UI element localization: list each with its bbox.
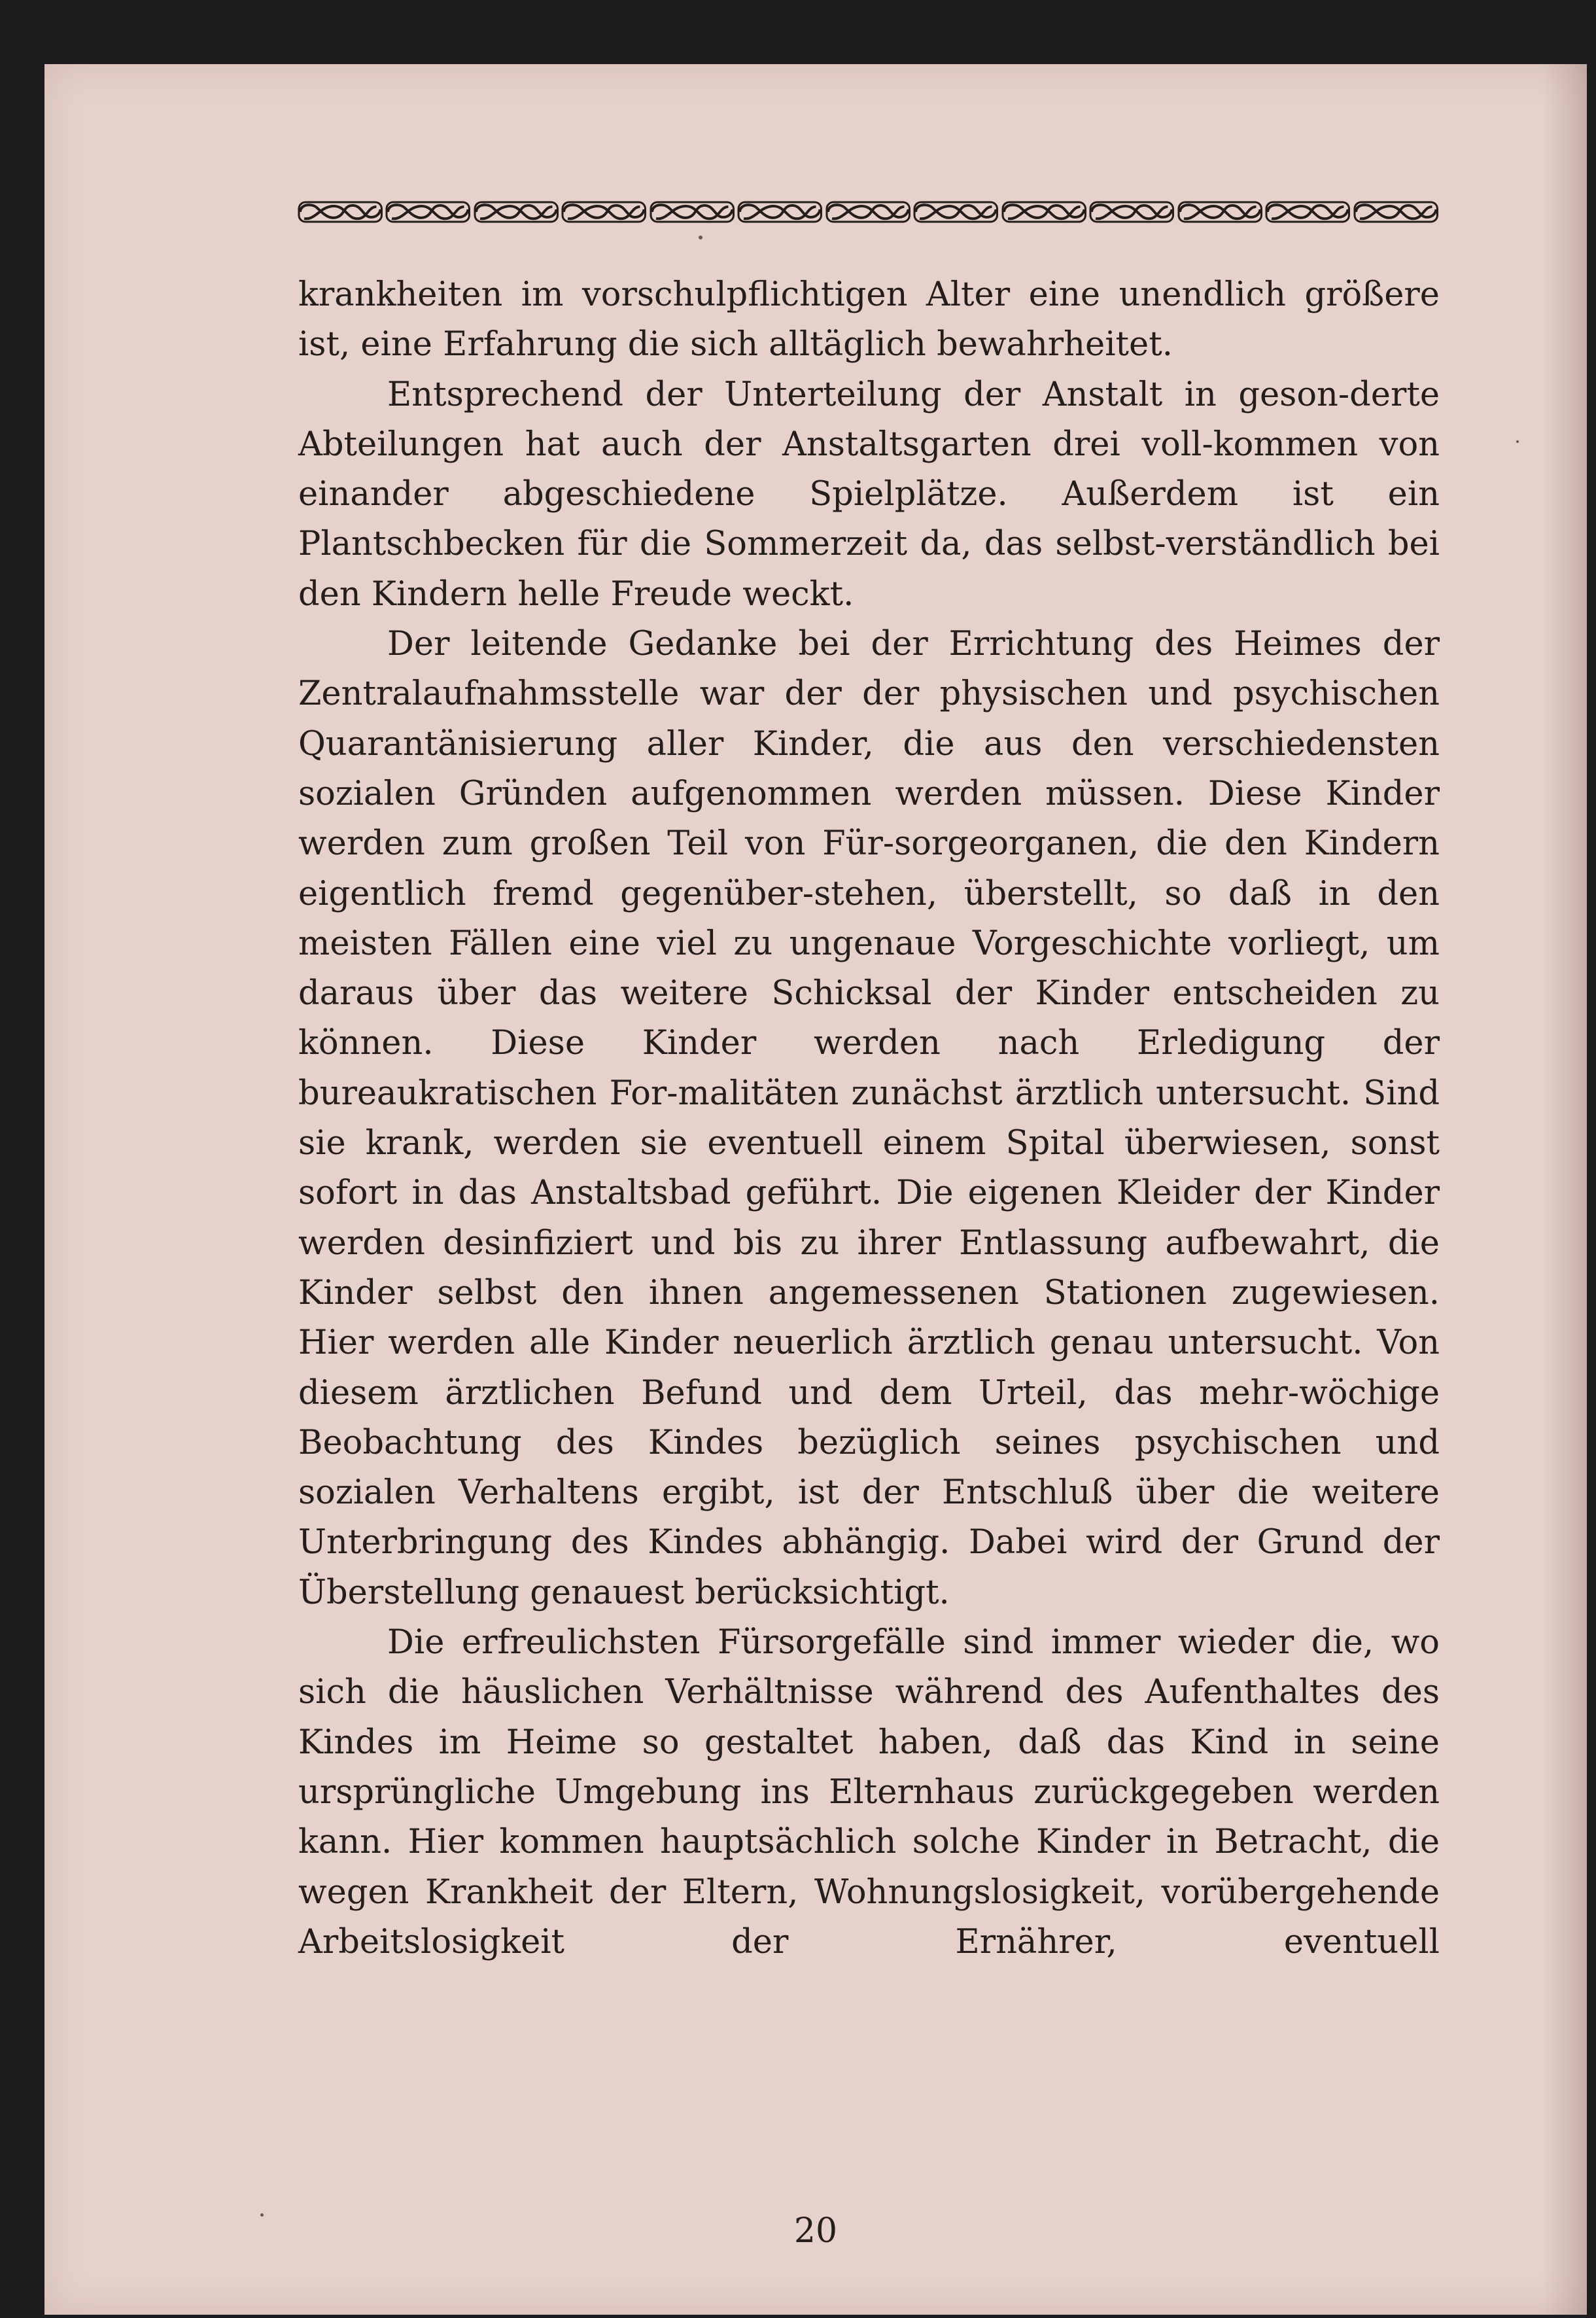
ornament-knot-icon xyxy=(561,200,646,224)
paragraph-3: Der leitende Gedanke bei der Errichtung des Heimes der Zentralaufnahmsstelle war der der physischen und psychischen Quarantänisierung aller Kinder, die aus den verschiedensten sozialen Gründen aufgenommen werden müssen. Diese Kinder werden zum großen Teil von Für-sorgeorganen, die den Kindern eigentlich fremd gegenüber-stehen, überstellt, so daß in den meisten Fällen eine viel zu ungenaue Vorgeschichte vorliegt, um daraus über das weitere Schicksal der Kinder entscheiden zu können. Diese Kinder werden nach Erledigung der bureaukratischen For-malitäten zunächst ärztlich untersucht. Sind sie krank, werden sie eventuell einem Spital überwiesen, sonst sofort in das Anstaltsbad geführt. Die eigenen Kleider der Kinder werden desinfiziert und bis zu ihrer Entlassung aufbewahrt, die Kinder selbst den ihnen angemessenen Stationen zugewiesen. Hier werden alle Kinder neuerlich ärztlich genau untersucht. Von diesem ärztlichen Befund und dem Urteil, das mehr-wöchige Beobachtung des Kindes bezüglich seines psychischen und sozialen Verhaltens ergibt, ist der Entschluß über die weitere Unterbringung des Kindes abhängig. Dabei wird der Grund der Überstellung genauest berücksichtigt. xyxy=(298,625,1440,1612)
body-text xyxy=(298,270,1440,1967)
ornament-knot-icon xyxy=(474,200,559,224)
page-edge-shadow xyxy=(1541,64,1587,2315)
ornament-knot-icon xyxy=(385,200,470,224)
ornament-knot-icon xyxy=(737,200,822,224)
ornament-knot-icon xyxy=(298,200,383,224)
ornament-knot-icon xyxy=(1265,200,1350,224)
decorative-header-border xyxy=(298,200,1438,224)
book-page xyxy=(44,64,1587,2315)
ornament-knot-icon xyxy=(1001,200,1086,224)
paper-speck xyxy=(699,236,703,239)
ornament-knot-icon xyxy=(1089,200,1174,224)
ornament-knot-icon xyxy=(913,200,998,224)
paragraph-1: krankheiten im vorschulpflichtigen Alter eine unendlich größere ist, eine Erfahrung die sich alltäglich bewahrheitet. xyxy=(298,275,1440,364)
ornament-knot-icon xyxy=(1177,200,1262,224)
paragraph-4: Die erfreulichsten Fürsorgefälle sind immer wieder die, wo sich die häuslichen Verhältnisse während des Aufenthaltes des Kindes im Heime so gestaltet haben, daß das Kind in seine ursprüngliche Umgebung ins Elternhaus zurückgegeben werden kann. Hier kommen hauptsächlich solche Kinder in Betracht, die wegen Krankheit der Eltern, Wohnungslosigkeit, vorübergehende Arbeitslosigkeit der Ernährer, eventuell xyxy=(298,1623,1440,1961)
paper-speck xyxy=(1516,440,1519,443)
ornament-knot-icon xyxy=(650,200,735,224)
paper-speck xyxy=(260,2213,264,2217)
page-number: 20 xyxy=(793,2211,838,2251)
ornament-knot-icon xyxy=(825,200,911,224)
ornament-knot-icon xyxy=(1353,200,1438,224)
paragraph-2: Entsprechend der Unterteilung der Anstalt in geson-derte Abteilungen hat auch der Anstaltsgarten drei voll-kommen von einander abgeschiedene Spielplätze. Außerdem ist ein Plantschbecken für die Sommerzeit da, das selbst-verständlich bei den Kindern helle Freude weckt. xyxy=(298,375,1440,614)
